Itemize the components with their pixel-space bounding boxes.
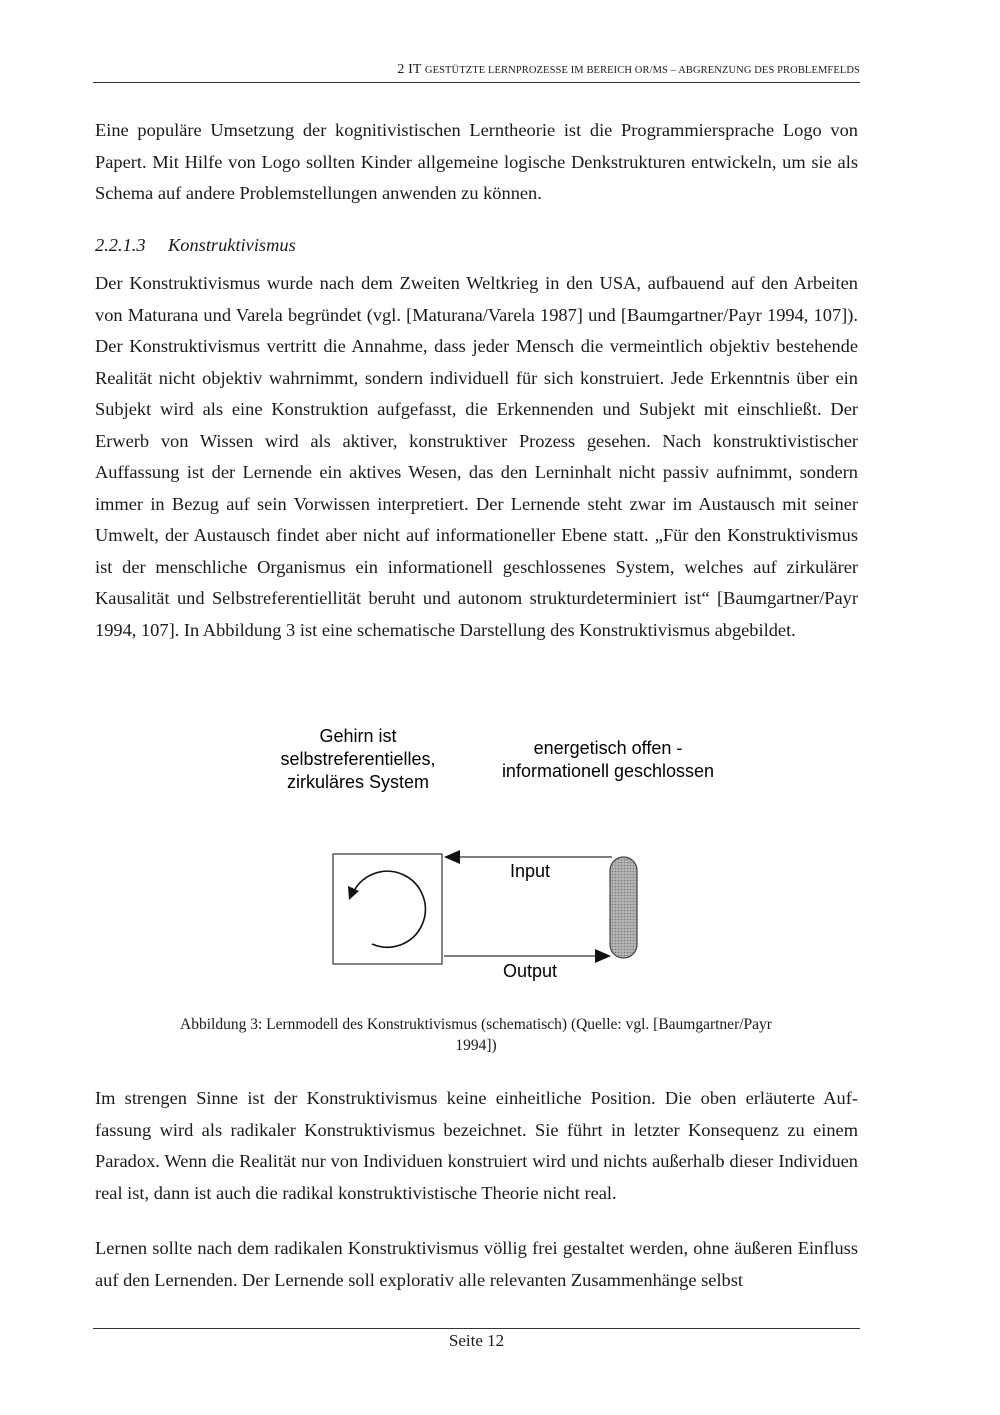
header-chapter-title: GESTÜTZTE LERNPROZESSE IM BEREICH OR/MS – ABGRENZUNG DES PROBLEMFELDS bbox=[424, 65, 860, 76]
paragraph-lernen: Lernen sollte nach dem radikalen Konstruktivismus völlig frei gestaltet werden, ohne äußeren Einfluss auf den Lernenden. Der Lernende soll explorativ alle relevanten Zusammenhänge selbst bbox=[95, 1238, 858, 1290]
input-label: Input bbox=[509, 861, 551, 881]
section-title: Konstruktivismus bbox=[168, 235, 296, 255]
page-number: Seite 12 bbox=[448, 1331, 505, 1350]
footer-rule bbox=[93, 1328, 860, 1329]
section-number: 2.2.1.3 bbox=[95, 235, 146, 255]
environment-pill bbox=[610, 857, 637, 958]
figure-system-label: energetisch offen - informationell geschlossen bbox=[501, 738, 715, 781]
figure-brain-label: Gehirn ist selbstreferentielles, zirkuläres System bbox=[280, 726, 436, 792]
figure-caption: Abbildung 3: Lernmodell des Konstruktivismus (schematisch) (Quelle: vgl. [Baumgartner/Payr 1994]) bbox=[180, 1016, 772, 1054]
header-rule bbox=[93, 82, 860, 83]
section-heading bbox=[95, 235, 296, 256]
header-chapter-num: 2 IT bbox=[397, 62, 422, 77]
paragraph-paradox: Im strengen Sinne ist der Konstruktivismus keine einheitliche Position. Die oben erläuterte Auf-fassung wird als radikaler Konstruktivismus bezeichnet. Sie führt in letzter Konsequenz zu einem Paradox. Wenn die Realität nur von Individuen konstruiert wird und nichts außerhalb dieser Individuen real ist, dann ist auch die radikal konstruktivistische Theorie nicht real. bbox=[95, 1088, 858, 1203]
output-label: Output bbox=[502, 961, 558, 981]
paragraph-intro: Eine populäre Umsetzung der kognitivistischen Lerntheorie ist die Programmiersprache Logo von Papert. Mit Hilfe von Logo sollten Kinder allgemeine logische Denkstrukturen entwickeln, um sie als Schema auf andere Problemstellungen anwenden zu können. bbox=[95, 120, 858, 203]
page-header bbox=[93, 62, 860, 78]
paragraph-konstruktivismus: Der Konstruktivismus wurde nach dem Zweiten Weltkrieg in den USA, aufbauend auf den Arbeiten von Maturana und Varela begründet (vgl. [Maturana/Varela 1987] und [Baumgartner/Payr 1994, 107]). Der Konstruktivismus vertritt die Annahme, dass jeder Mensch die vermeintlich objektiv bestehende Realität nicht objektiv wahrnimmt, sondern individuell für sich konstruiert. Jede Erkenntnis über ein Subjekt wird als eine Konstruktion aufgefasst, die Erkennenden und Subjekt mit einschließt. Der Erwerb von Wissen wird als aktiver, konstruktiver Prozess gesehen. Nach konstruktivistischer Auffassung ist der Lernende ein aktives Wesen, das den Lerninhalt nicht passiv aufnimmt, sondern immer in Bezug auf sein Vorwissen interpretiert. Der Lernende steht zwar im Austausch mit seiner Umwelt, der Austausch findet aber nicht auf informationeller Ebene statt. „Für den Konstruktivismus ist der menschliche Organismus ein informationell geschlossenes System, welches auf zirkulärer Kausalität und Selbstreferentiellität beruht und autonom strukturdeterminiert ist“ [Baumgartner/Payr 1994, 107]. In Abbildung 3 ist eine schematische Darstellung des Konstruktivismus abgebildet. bbox=[95, 273, 858, 640]
